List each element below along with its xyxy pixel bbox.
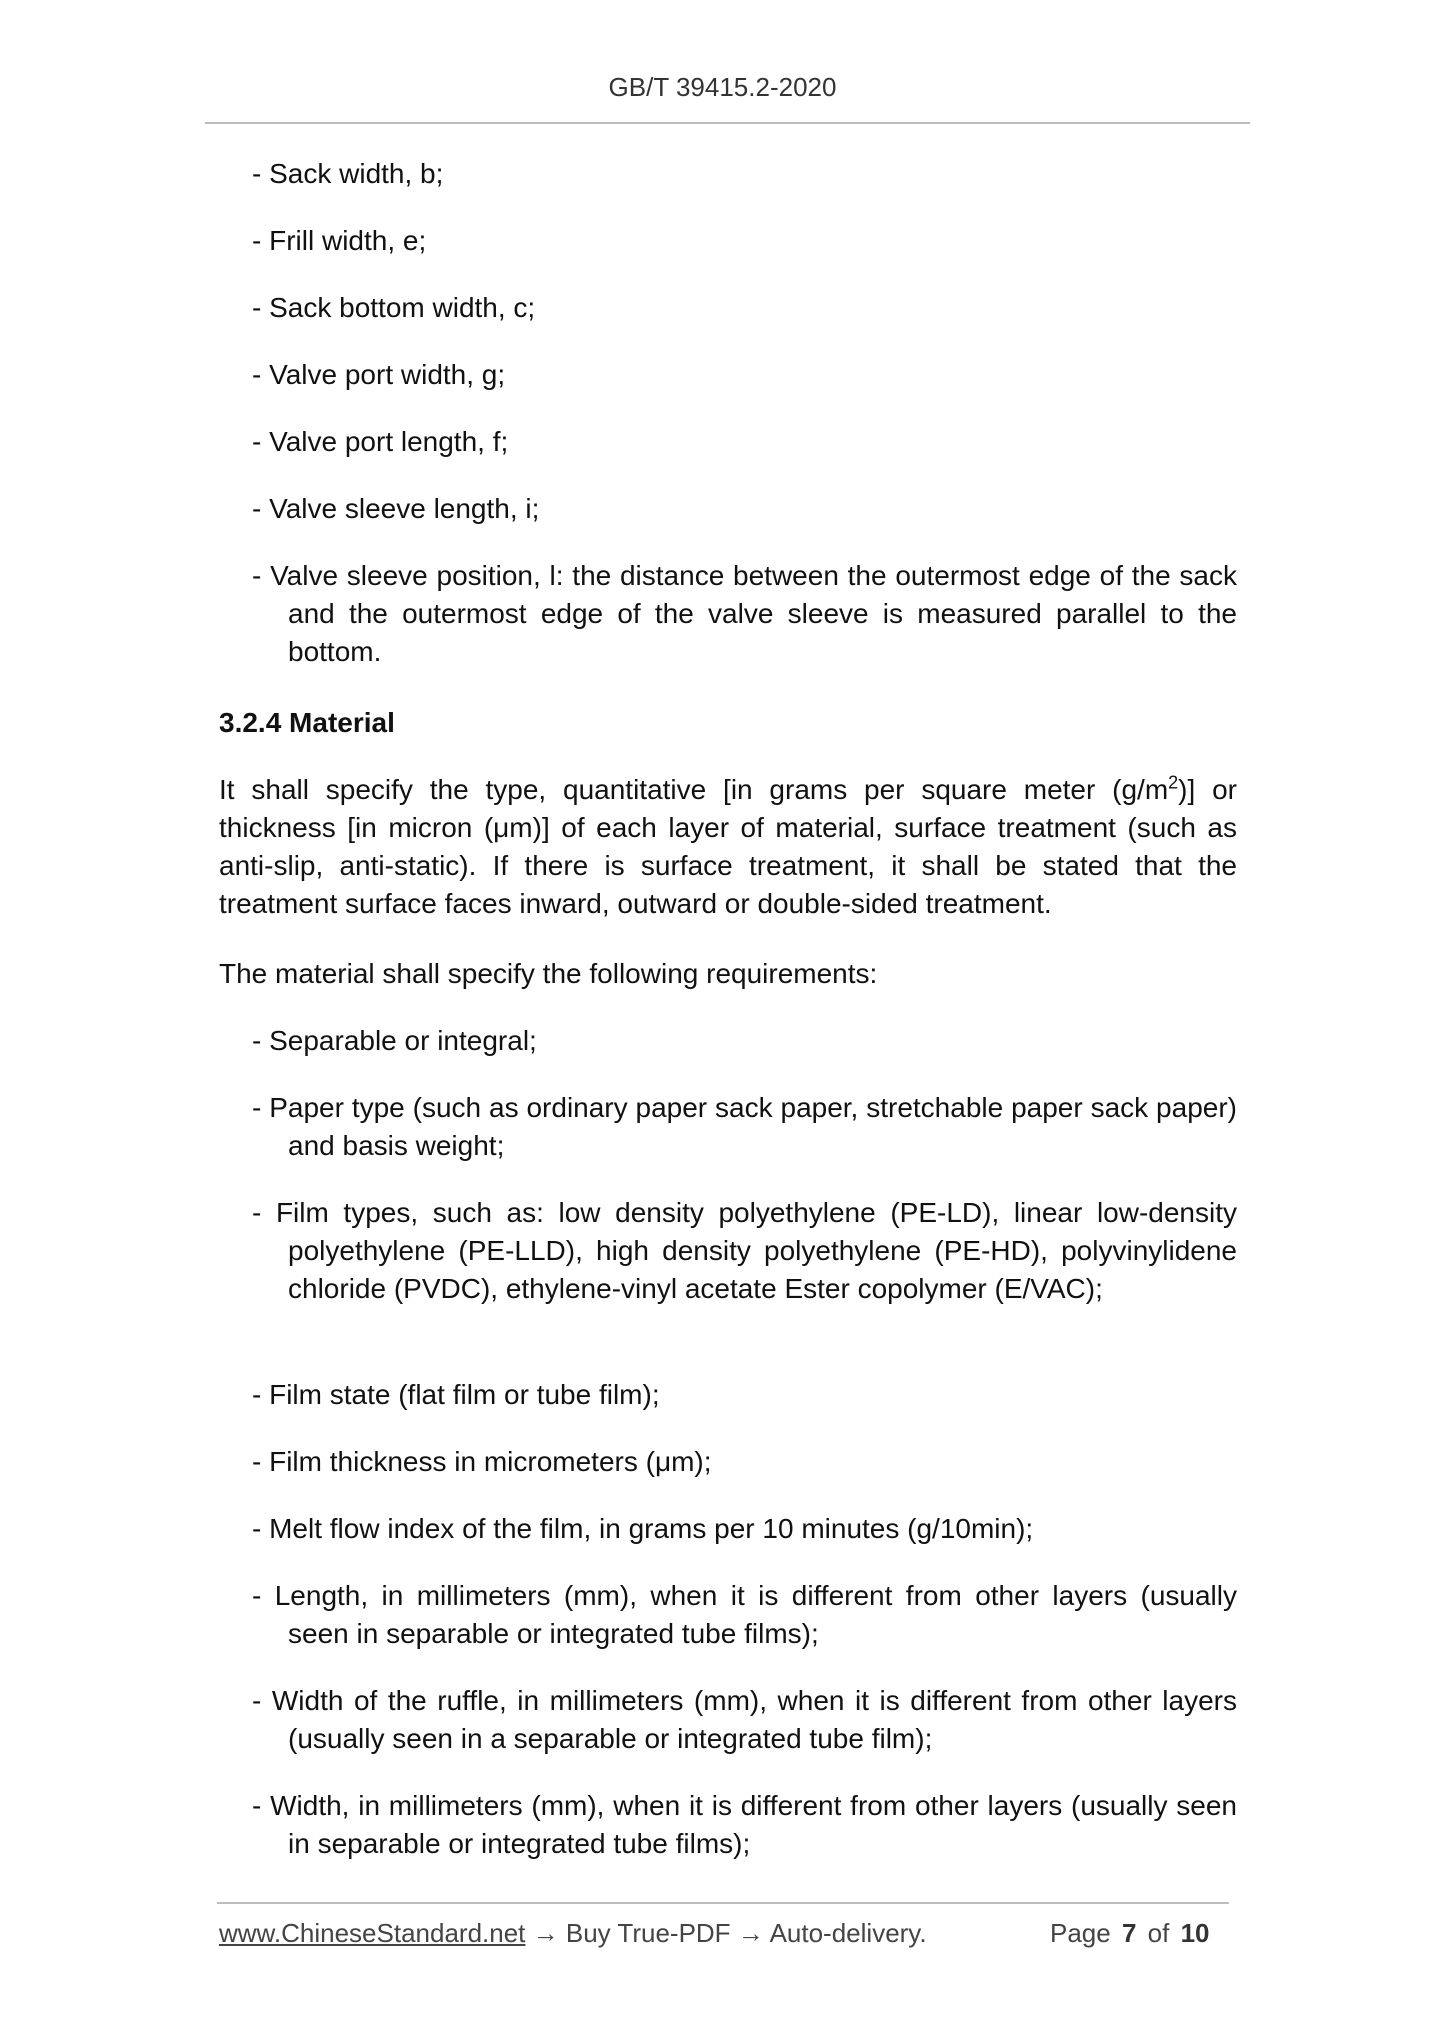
material-paragraph <box>219 771 1237 923</box>
list-item-film-thickness: - Film thickness in micrometers (μm); <box>252 1446 712 1477</box>
list-item-separable: - Separable or integral; <box>252 1025 537 1056</box>
list-item-width: - Width, in millimeters (mm), when it is different from other layers (usually seen in separable or integrated tube films); <box>252 1790 1237 1859</box>
page-total: 10 <box>1180 1918 1210 1948</box>
list-item-valve-port-length: - Valve port length, f; <box>252 426 509 457</box>
list-item-frill-width: - Frill width, e; <box>252 225 427 256</box>
list-item-sack-bottom-width: - Sack bottom width, c; <box>252 292 536 323</box>
page-number: 7 <box>1121 1918 1137 1948</box>
list-item-ruffle-width: - Width of the ruffle, in millimeters (mm), when it is different from other layers (usually seen in a separable or integrated tube film); <box>252 1685 1237 1754</box>
material-paragraph-text: It shall specify the type, quantitative [in grams per square meter (g/m <box>219 774 1169 805</box>
list-item-sack-width: - Sack width, b; <box>252 158 444 189</box>
list-item-length: - Length, in millimeters (mm), when it is different from other layers (usually seen in separable or integrated tube films); <box>252 1580 1237 1649</box>
footer-divider <box>217 1902 1229 1904</box>
list-item-valve-port-width: - Valve port width, g; <box>252 359 506 390</box>
list-item-film-types: - Film types, such as: low density polyethylene (PE-LD), linear low-density polyethylene (PE-LLD), high density polyethylene (PE-HD), polyvinylidene chloride (PVDC), ethylene-vinyl acetate Ester copolymer (E/VAC); <box>252 1197 1237 1304</box>
list-item-valve-sleeve-length: - Valve sleeve length, i; <box>252 493 540 524</box>
section-heading-material: 3.2.4 Material <box>219 707 395 738</box>
requirements-intro: The material shall specify the following requirements: <box>219 958 878 989</box>
document-id-header: GB/T 39415.2-2020 <box>608 72 837 102</box>
page-of-label: of <box>1147 1918 1170 1948</box>
material-paragraph-text-cont: )] or thickness [in micron (μm)] of each layer of material, surface treatment (such as anti-slip, anti-static). If there is surface treatment, it shall be stated that the treatment surface faces inward, outward or double-sided treatment. <box>219 774 1237 919</box>
list-item-paper-type: - Paper type (such as ordinary paper sack paper, stretchable paper sack paper) and basis weight; <box>252 1092 1237 1161</box>
footer-promo <box>219 1918 927 1949</box>
page-label: Page <box>1050 1918 1111 1948</box>
list-item-film-state: - Film state (flat film or tube film); <box>252 1379 660 1410</box>
header-divider <box>205 122 1250 124</box>
list-item-melt-flow-index: - Melt flow index of the film, in grams per 10 minutes (g/10min); <box>252 1513 1034 1544</box>
superscript-two: 2 <box>1168 772 1179 793</box>
list-item-valve-sleeve-position: - Valve sleeve position, l: the distance between the outermost edge of the sack and the outermost edge of the valve sleeve is measured parallel to the bottom. <box>252 560 1237 667</box>
page-indicator <box>1050 1918 1210 1949</box>
footer-promo-text: → Buy True-PDF → Auto-delivery. <box>525 1918 927 1948</box>
website-link[interactable]: www.ChineseStandard.net <box>219 1918 526 1948</box>
